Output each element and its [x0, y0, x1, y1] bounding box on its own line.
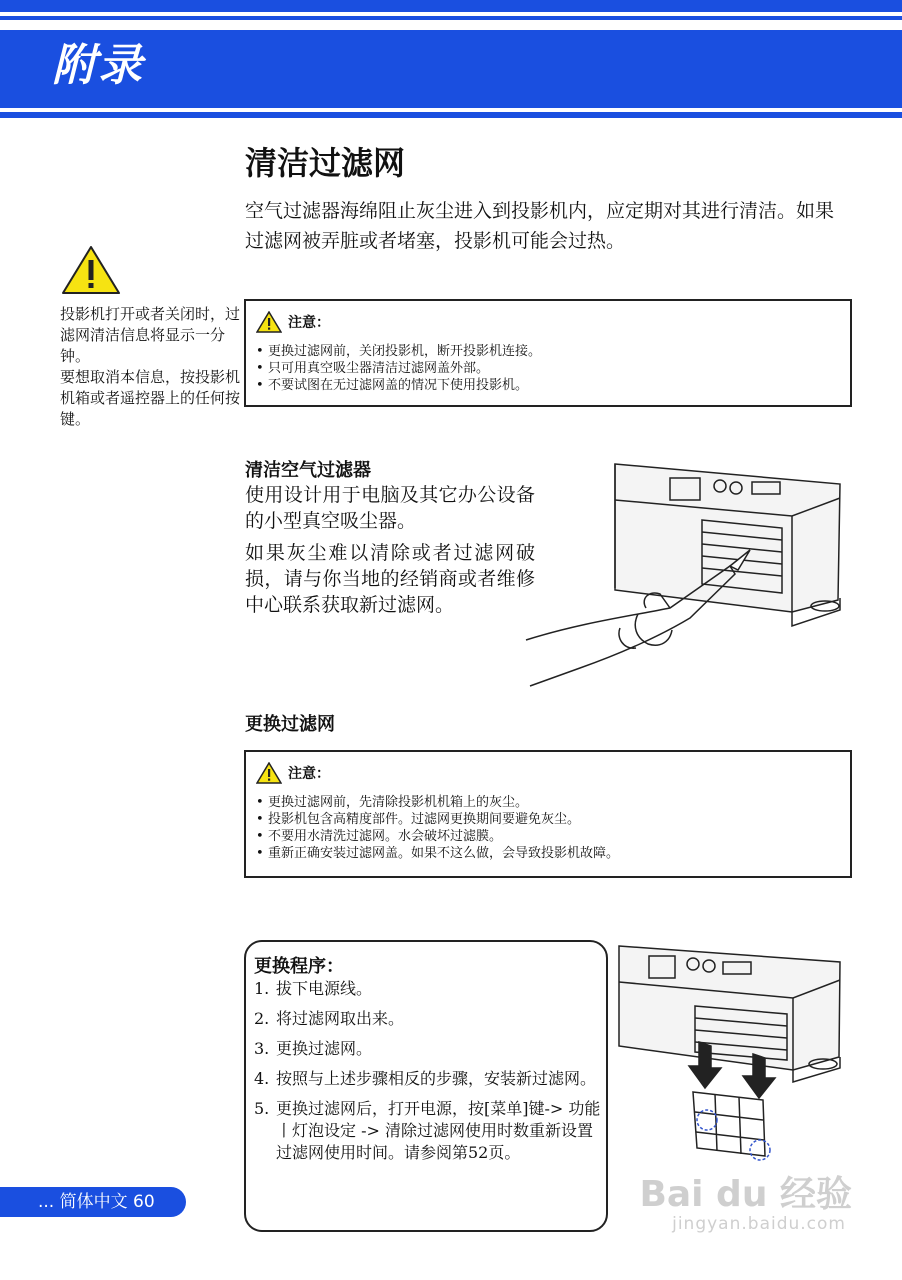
caution-header-2	[256, 762, 840, 784]
caution-box-2	[244, 750, 852, 878]
procedure-step: 3. 更换过滤网。	[254, 1039, 373, 1058]
procedure-step: 5. 更换过滤网后，打开电源，按[菜单]键-> 功能丨灯泡设定 -> 清除过滤网使用时数重新设置过滤网使用时间。请参阅第52页。	[254, 1099, 601, 1162]
caution-item: • 不要用水清洗过滤网。水会破坏过滤膜。	[256, 828, 840, 845]
intro-paragraph: 空气过滤器海绵阻止灰尘进入到投影机内，应定期对其进行清洁。如果过滤网被弄脏或者堵塞，投影机可能会过热。	[245, 200, 835, 252]
caution-label-1: 注意：	[288, 315, 330, 331]
caution-icon	[256, 311, 282, 333]
procedure-box	[244, 940, 608, 1232]
side-note-line2: 要想取消本信息，按投影机机箱或者遥控器上的任何按键。	[60, 368, 241, 428]
procedure-title: 更换程序：	[254, 956, 344, 977]
caution-list-1	[256, 343, 840, 394]
procedure-step: 1. 拔下电源线。	[254, 979, 373, 998]
page-title: 清洁过滤网	[245, 144, 406, 182]
side-note-line1: 投影机打开或者关闭时，过滤网清洁信息将显示一分钟。	[60, 305, 241, 365]
caution-list-2	[256, 794, 840, 862]
clean-para-2: 如果灰尘难以清除或者过滤网破损，请与你当地的经销商或者维修中心联系获取新过滤网。	[245, 542, 535, 616]
vacuum-illustration	[520, 458, 845, 690]
caution-item: • 不要试图在无过滤网盖的情况下使用投影机。	[256, 377, 840, 394]
filter-illustration	[615, 942, 845, 1172]
footer-page-tab: ... 简体中文 60	[0, 1187, 186, 1217]
warning-icon	[60, 244, 122, 296]
header-stripe-top	[0, 0, 902, 12]
side-note	[60, 304, 240, 430]
procedure-step: 4. 按照与上述步骤相反的步骤，安装新过滤网。	[254, 1069, 597, 1088]
clean-para-1: 使用设计用于电脑及其它办公设备的小型真空吸尘器。	[245, 484, 535, 532]
header-stripe-mid	[0, 16, 902, 20]
caution-item: • 重新正确安装过滤网盖。如果不这么做，会导致投影机故障。	[256, 845, 840, 862]
caution-item: • 更换过滤网前，先清除投影机机箱上的灰尘。	[256, 794, 840, 811]
procedure-step: 2. 将过滤网取出来。	[254, 1009, 405, 1028]
replace-section-title: 更换过滤网	[245, 714, 335, 735]
caution-item: • 更换过滤网前，关闭投影机，断开投影机连接。	[256, 343, 840, 360]
caution-icon	[256, 762, 282, 784]
procedure-steps	[254, 978, 602, 1172]
caution-header-1	[256, 311, 840, 333]
watermark-url: jingyan.baidu.com	[672, 1214, 846, 1234]
caution-label-2: 注意：	[288, 766, 330, 782]
caution-item: • 投影机包含高精度部件。过滤网更换期间要避免灰尘。	[256, 811, 840, 828]
clean-section-title: 清洁空气过滤器	[245, 460, 371, 481]
caution-item: • 只可用真空吸尘器清洁过滤网盖外部。	[256, 360, 840, 377]
header-stripe-bottom	[0, 112, 902, 118]
caution-box-1	[244, 299, 852, 407]
header-title: 附录	[52, 40, 144, 91]
watermark-brand: Bai du 经验	[639, 1174, 852, 1215]
